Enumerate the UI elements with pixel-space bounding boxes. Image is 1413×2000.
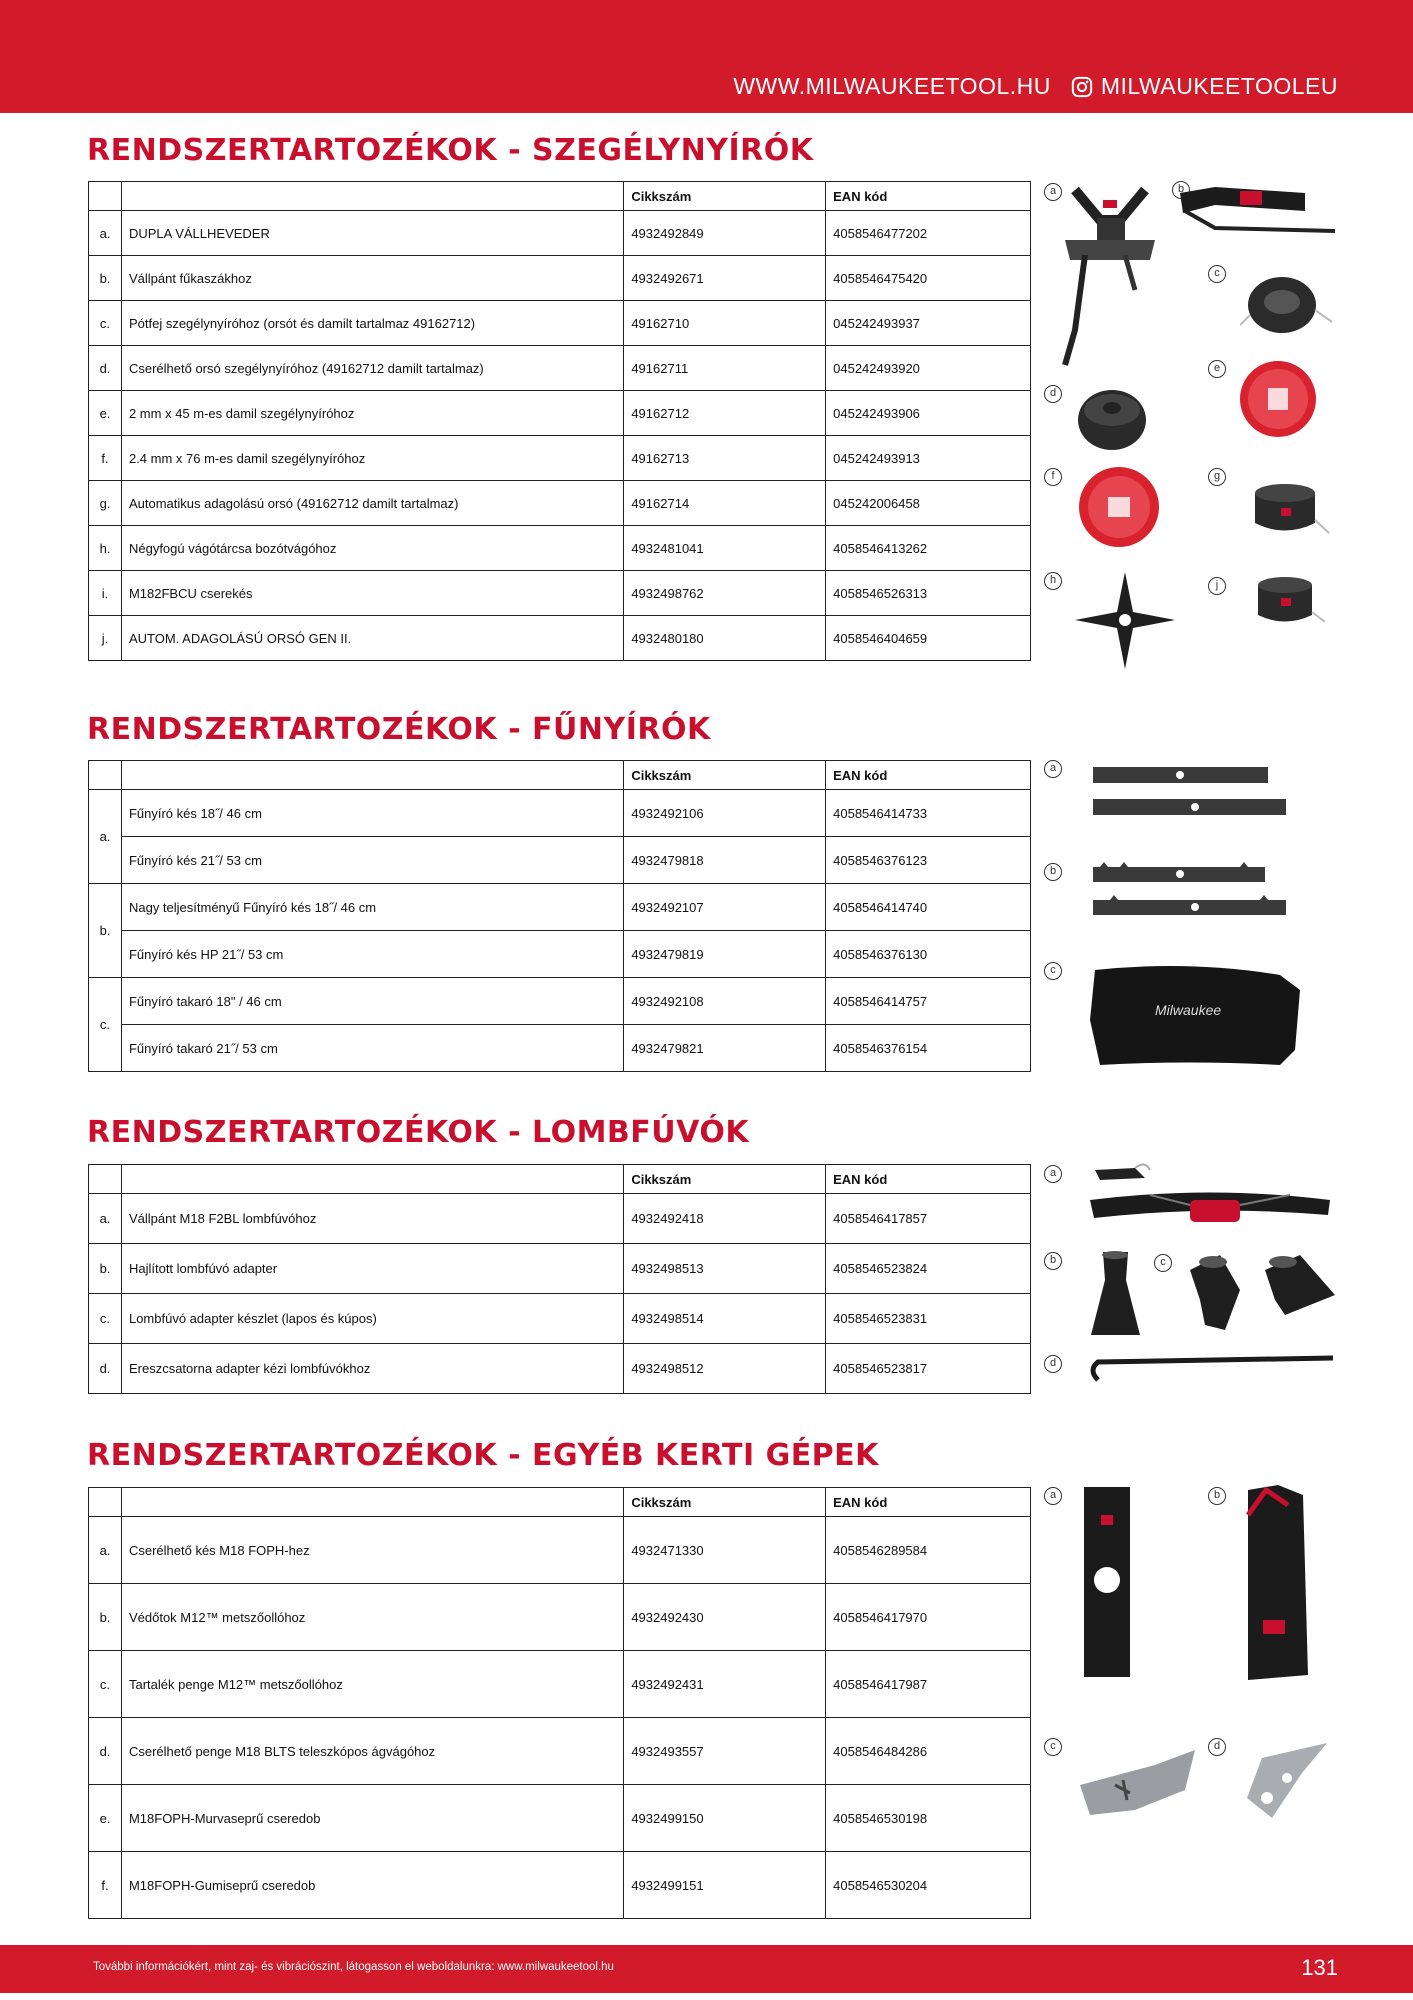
mower-bag-image <box>1090 960 1305 1070</box>
image-label-d: d <box>1044 385 1062 403</box>
table-row: g. Automatikus adagolású orsó (49162712 damilt tartalmaz) 49162714 045242006458 <box>89 481 1031 526</box>
page-number: 131 <box>1301 1955 1338 1980</box>
table-header-row <box>89 1488 1031 1517</box>
website-link[interactable]: WWW.MILWAUKEETOOL.HU <box>733 73 1051 99</box>
table-row: a. Vállpánt M18 F2BL lombfúvóhoz 4932492418 4058546417857 <box>89 1194 1031 1244</box>
table-row: b. Hajlított lombfúvó adapter 4932498513 4058546523824 <box>89 1244 1031 1294</box>
trimmer-line-2mm-image <box>1238 358 1318 440</box>
trimmer-head-image <box>1240 270 1335 340</box>
blower-shoulder-strap-image <box>1090 1160 1335 1235</box>
table-row: a. DUPLA VÁLLHEVEDER 4932492849 4058546477202 <box>89 211 1031 256</box>
table-row: e. M18FOPH-Murvaseprű cseredob 4932499150 4058546530198 <box>89 1785 1031 1852</box>
table-row: b. Nagy teljesítményű Fűnyíró kés 18˝/ 46 cm 4932492107 4058546414740 <box>89 884 1031 931</box>
table-row: c. Tartalék penge M12™ metszőollóhoz 4932492431 4058546417987 <box>89 1651 1031 1718</box>
table-row: Fűnyíró kés 21˝/ 53 cm 4932479818 4058546376123 <box>89 837 1031 884</box>
column-header-code: Cikkszám <box>624 1488 826 1517</box>
column-header-ean: EAN kód <box>826 1488 1031 1517</box>
table-row: b. Védőtok M12™ metszőollóhoz 4932492430 4058546417970 <box>89 1584 1031 1651</box>
section-title-lawnmowers: RENDSZERTARTOZÉKOK - FŰNYÍRÓK <box>87 712 711 747</box>
auto-feed-spool-image <box>1245 478 1330 548</box>
column-header-code: Cikkszám <box>624 1165 826 1194</box>
image-label-e: e <box>1208 360 1226 378</box>
table-row: i. M182FBCU cserekés 4932498762 4058546526313 <box>89 571 1031 616</box>
table-row: b. Vállpánt fűkaszákhoz 4932492671 4058546475420 <box>89 256 1031 301</box>
image-label-c: c <box>1044 1738 1062 1756</box>
pole-saw-blade-image <box>1242 1738 1332 1823</box>
section-title-trimmers: RENDSZERTARTOZÉKOK - SZEGÉLYNYÍRÓK <box>87 133 814 168</box>
image-label-b: b <box>1208 1487 1226 1505</box>
table-row: d. Ereszcsatorna adapter kézi lombfúvókhoz 4932498512 4058546523817 <box>89 1344 1031 1394</box>
header-links <box>733 73 1338 100</box>
image-label-a: a <box>1044 760 1062 778</box>
image-label-b: b <box>1044 1252 1062 1270</box>
instagram-handle: MILWAUKEETOOLEU <box>1100 73 1338 99</box>
foph-blade-image <box>1082 1485 1132 1680</box>
image-label-a: a <box>1044 1487 1062 1505</box>
table-row: f. M18FOPH-Gumiseprű cseredob 4932499151 4058546530204 <box>89 1852 1031 1919</box>
lawnmower-accessories-table <box>88 760 1031 1072</box>
table-row: f. 2.4 mm x 76 m-es damil szegélynyíróhoz 49162713 045242493913 <box>89 436 1031 481</box>
column-header-ean: EAN kód <box>826 761 1031 790</box>
four-tooth-blade-image <box>1075 572 1175 669</box>
column-header-ean: EAN kód <box>826 182 1031 211</box>
header-bar <box>0 0 1413 113</box>
mower-blades-standard-image <box>1090 762 1290 822</box>
image-label-c: c <box>1154 1254 1172 1272</box>
table-row: c. Pótfej szegélynyíróhoz (orsót és damilt tartalmaz 49162712) 49162710 045242493937 <box>89 301 1031 346</box>
column-header-code: Cikkszám <box>624 761 826 790</box>
table-row: d. Cserélhető penge M18 BLTS teleszkópos ágvágóhoz 4932493557 4058546484286 <box>89 1718 1031 1785</box>
column-header-code: Cikkszám <box>624 182 826 211</box>
instagram-icon <box>1071 76 1093 98</box>
table-row: d. Cserélhető orsó szegélynyíróhoz (49162712 damilt tartalmaz) 49162711 045242493920 <box>89 346 1031 391</box>
table-header-row <box>89 761 1031 790</box>
other-garden-accessories-table <box>88 1487 1031 1919</box>
bent-blower-adapter-image <box>1088 1250 1143 1340</box>
mower-bag-logo: Milwaukee <box>1155 1002 1222 1018</box>
image-label-a: a <box>1044 183 1062 201</box>
double-shoulder-harness-image <box>1045 180 1170 370</box>
trimmer-shoulder-strap-image <box>1175 183 1340 243</box>
table-row: c. Lombfúvó adapter készlet (lapos és kúpos) 4932498514 4058546523831 <box>89 1294 1031 1344</box>
image-label-c: c <box>1208 265 1226 283</box>
image-label-h: h <box>1044 572 1062 590</box>
image-label-b: b <box>1044 863 1062 881</box>
table-header-row <box>89 182 1031 211</box>
table-row: a. Cserélhető kés M18 FOPH-hez 4932471330 4058546289584 <box>89 1517 1031 1584</box>
table-row: a. Fűnyíró kés 18˝/ 46 cm 4932492106 4058546414733 <box>89 790 1031 837</box>
blower-adapter-kit-image <box>1180 1250 1340 1335</box>
column-header-ean: EAN kód <box>826 1165 1031 1194</box>
auto-feed-spool-gen2-image <box>1250 570 1325 635</box>
table-row: Fűnyíró kés HP 21˝/ 53 cm 4932479819 4058546376130 <box>89 931 1031 978</box>
section-title-blowers: RENDSZERTARTOZÉKOK - LOMBFÚVÓK <box>87 1115 750 1150</box>
table-row: h. Négyfogú vágótárcsa bozótvágóhoz 4932481041 4058546413262 <box>89 526 1031 571</box>
footer-bar <box>0 1945 1413 1993</box>
gutter-adapter-image <box>1088 1352 1338 1382</box>
image-label-f: f <box>1044 468 1062 486</box>
table-header-row <box>89 1165 1031 1194</box>
footer-info-text: További információkért, mint zaj- és vibrációszint, látogasson el weboldalunkra: www.milwaukeetool.hu <box>93 1961 614 1973</box>
trimmer-accessories-table <box>88 181 1031 661</box>
pruner-holster-image <box>1238 1485 1313 1685</box>
image-label-g: g <box>1208 468 1226 486</box>
blower-accessories-table <box>88 1164 1031 1394</box>
section-title-other-garden: RENDSZERTARTOZÉKOK - EGYÉB KERTI GÉPEK <box>87 1438 879 1473</box>
image-label-c: c <box>1044 962 1062 980</box>
image-label-j: j <box>1208 577 1226 595</box>
instagram-link[interactable] <box>1071 73 1338 100</box>
table-row: j. AUTOM. ADAGOLÁSÚ ORSÓ GEN II. 4932480180 4058546404659 <box>89 616 1031 661</box>
table-row: e. 2 mm x 45 m-es damil szegélynyíróhoz 49162712 045242493906 <box>89 391 1031 436</box>
mower-blades-hp-image <box>1090 862 1290 920</box>
image-label-d: d <box>1208 1738 1226 1756</box>
image-label-d: d <box>1044 1355 1062 1373</box>
trimmer-line-2-4mm-image <box>1078 465 1160 550</box>
pruner-spare-blade-image <box>1075 1745 1200 1820</box>
table-row: c. Fűnyíró takaró 18" / 46 cm 4932492108 4058546414757 <box>89 978 1031 1025</box>
image-label-a: a <box>1044 1165 1062 1183</box>
replacement-spool-image <box>1075 380 1150 455</box>
table-row: Fűnyíró takaró 21˝/ 53 cm 4932479821 4058546376154 <box>89 1025 1031 1072</box>
image-label-b: b <box>1172 181 1190 199</box>
